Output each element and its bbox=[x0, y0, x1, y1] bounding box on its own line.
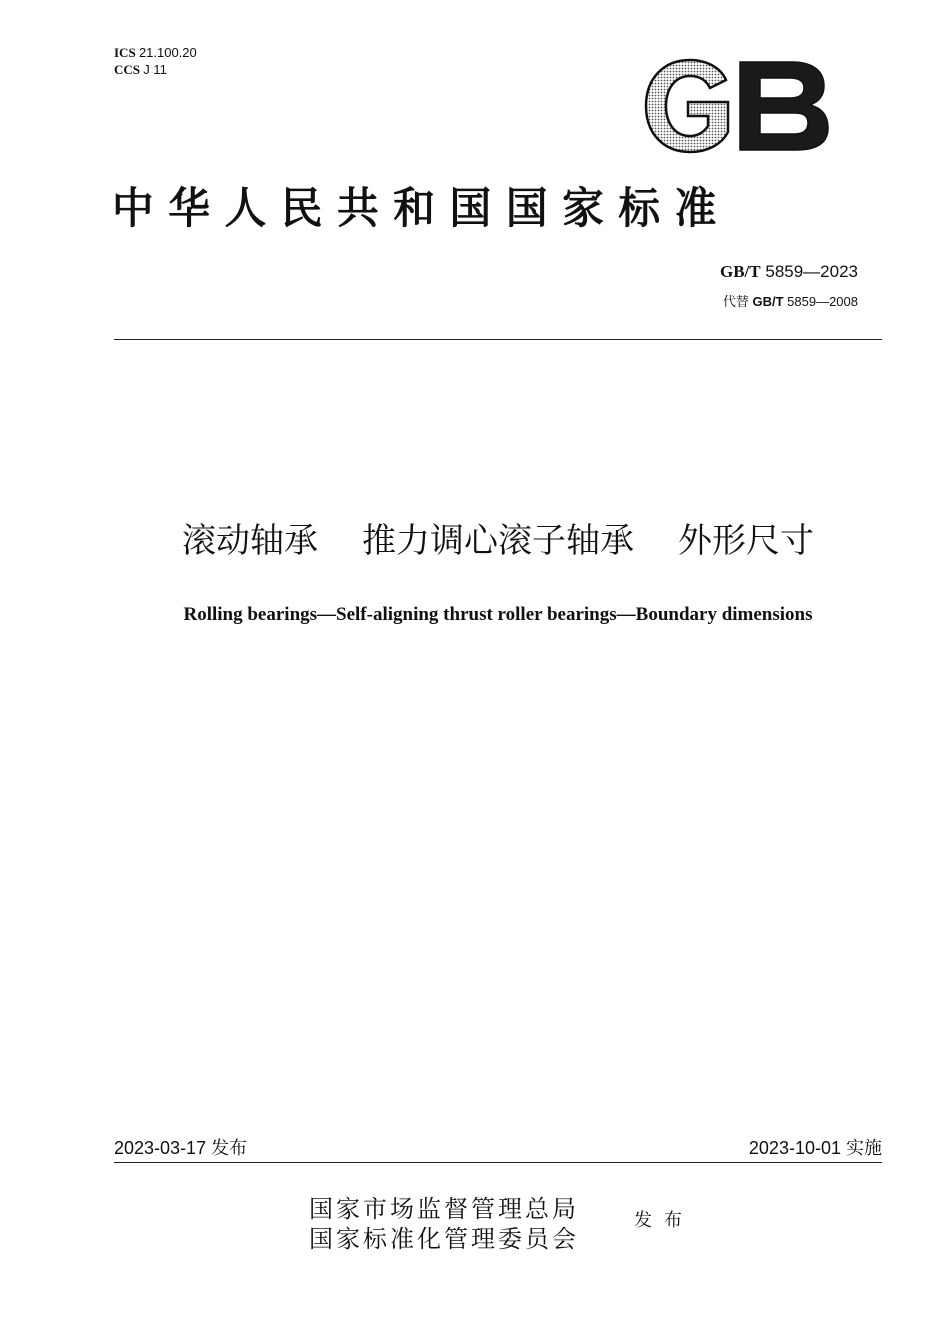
replaces-prefix: GB/T bbox=[752, 294, 784, 309]
footer-divider bbox=[114, 1162, 882, 1163]
classification-codes bbox=[114, 44, 197, 78]
header-divider bbox=[114, 339, 882, 340]
document-title-cn bbox=[0, 519, 950, 563]
replaces-label: 代替 bbox=[722, 294, 749, 309]
issue-date-line bbox=[114, 1136, 247, 1160]
title-cn-part3: 外形尺寸 bbox=[678, 521, 814, 561]
standard-number bbox=[720, 261, 858, 283]
title-cn-part1: 滚动轴承 bbox=[182, 521, 318, 561]
issue-date: 2023-03-17 bbox=[114, 1138, 207, 1158]
replaces-standard bbox=[723, 293, 858, 311]
ccs-label: CCS bbox=[114, 62, 141, 77]
replaces-number: 5859—2008 bbox=[787, 294, 858, 309]
issuer-action: 发布 bbox=[634, 1210, 694, 1231]
implement-date: 2023-10-01 bbox=[748, 1138, 841, 1158]
gb-logo bbox=[642, 58, 832, 154]
issuer-line-1: 国家市场监督管理总局 bbox=[309, 1195, 579, 1223]
standard-number-value: 5859—2023 bbox=[765, 262, 858, 281]
ccs-value: J 11 bbox=[143, 62, 167, 77]
document-title-en: Rolling bearings—Self-aligning thrust roller bearings—Boundary dimensions bbox=[183, 604, 813, 625]
implement-date-line bbox=[749, 1136, 882, 1160]
issuer-line-2: 国家标准化管理委员会 bbox=[309, 1225, 579, 1253]
ics-code-row bbox=[114, 44, 197, 61]
issue-label: 发布 bbox=[211, 1138, 248, 1158]
title-cn-part2: 推力调心滚子轴承 bbox=[362, 521, 634, 561]
ics-value: 21.100.20 bbox=[138, 45, 197, 60]
standard-number-prefix: GB/T bbox=[720, 262, 761, 281]
issuing-authorities bbox=[309, 1194, 579, 1254]
implement-label: 实施 bbox=[846, 1138, 882, 1158]
ics-label: ICS bbox=[114, 45, 136, 60]
national-standard-heading: 中华人民共和国国家标准 bbox=[112, 184, 731, 234]
ccs-code-row bbox=[114, 61, 197, 78]
